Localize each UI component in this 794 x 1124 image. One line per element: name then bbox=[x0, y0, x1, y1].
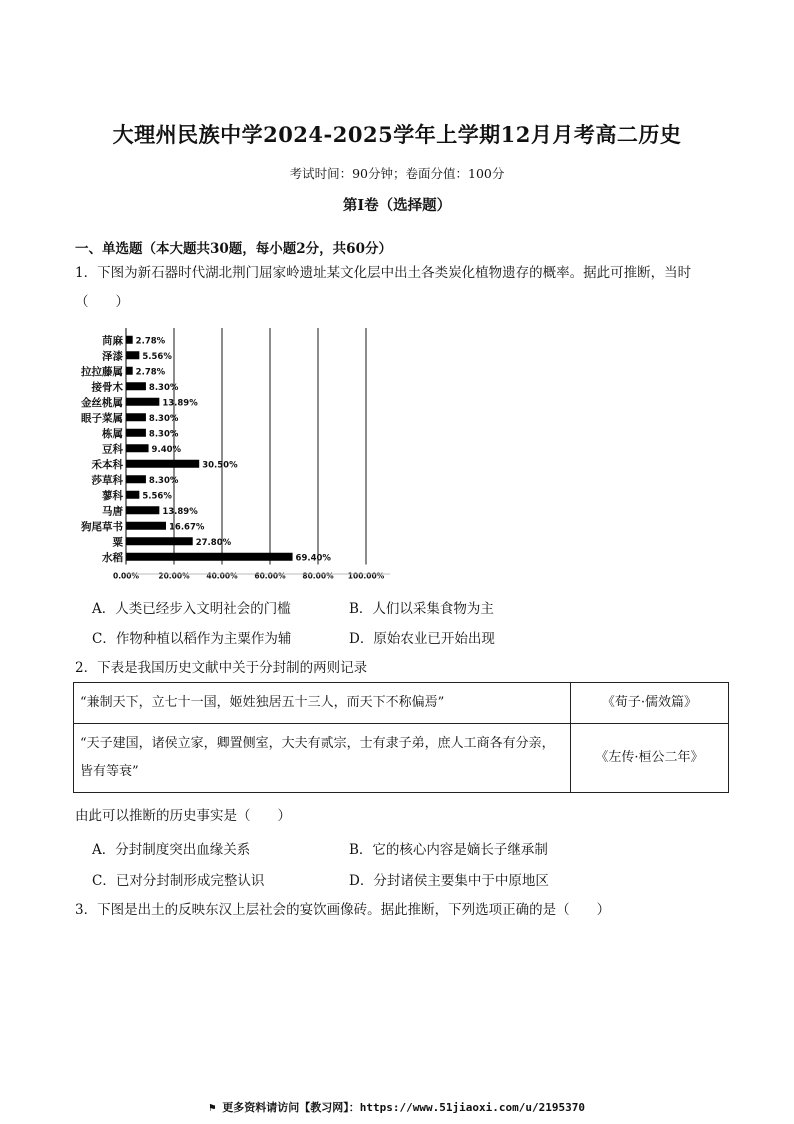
chart-bar bbox=[126, 398, 159, 406]
chart-category-label: 粟 bbox=[112, 536, 123, 549]
chart-x-tick-label: 40.00% bbox=[206, 571, 238, 581]
q2-records-table bbox=[73, 682, 729, 793]
chart-bar bbox=[126, 367, 133, 375]
chart-category-label: 金丝桃属 bbox=[81, 396, 123, 409]
record-source: 《左传·桓公二年》 bbox=[571, 724, 729, 793]
chart-bar bbox=[126, 522, 166, 530]
footer-link[interactable] bbox=[0, 1099, 794, 1115]
part-heading: 一、单选题（本大题共30题，每小题2分，共60分） bbox=[75, 241, 392, 257]
chart-bar bbox=[126, 351, 139, 359]
chart-category-label: 苘麻 bbox=[102, 334, 123, 347]
exam-subtitle: 考试时间：90分钟；卷面分值：100分 bbox=[289, 166, 505, 181]
chart-value-label: 5.56% bbox=[142, 351, 172, 362]
chart-bar bbox=[126, 491, 139, 499]
chart-category-label: 莎草科 bbox=[91, 474, 123, 487]
table-row bbox=[74, 683, 729, 724]
record-source: 《荀子·儒效篇》 bbox=[571, 683, 729, 724]
q2-stem: 2．下表是我国历史文献中关于分封制的两则记录 bbox=[75, 660, 368, 676]
chart-bar bbox=[126, 460, 199, 468]
chart-value-label: 16.67% bbox=[169, 522, 205, 533]
q2-option-b[interactable]: B．它的核心内容是嫡长子继承制 bbox=[349, 842, 548, 858]
chart-bar bbox=[126, 413, 146, 421]
chart-bar bbox=[126, 336, 133, 344]
q1-option-c[interactable]: C．作物种植以稻作为主粟作为辅 bbox=[92, 631, 292, 647]
chart-category-label: 接骨木 bbox=[91, 381, 123, 394]
q1-option-d[interactable]: D．原始农业已开始出现 bbox=[349, 631, 495, 647]
q1-paren: （ ） bbox=[75, 294, 129, 310]
section-heading: 第I卷（选择题） bbox=[342, 197, 452, 214]
chart-category-label: 豆科 bbox=[102, 443, 123, 456]
chart-value-label: 13.89% bbox=[162, 398, 198, 409]
chart-x-tick-label: 20.00% bbox=[158, 571, 190, 581]
q2-option-a[interactable]: A．分封制度突出血缘关系 bbox=[92, 842, 251, 858]
chart-category-label: 水稻 bbox=[102, 551, 123, 564]
chart-value-label: 9.40% bbox=[151, 444, 182, 455]
q2-prompt: 由此可以推断的历史事实是（ ） bbox=[75, 808, 291, 824]
chart-bar bbox=[126, 444, 149, 452]
chart-bar bbox=[126, 553, 293, 561]
chart-bar bbox=[126, 382, 146, 390]
flag-icon: ⚑ bbox=[209, 1101, 216, 1114]
chart-value-label: 2.78% bbox=[135, 367, 166, 378]
chart-value-label: 27.80% bbox=[195, 537, 232, 548]
chart-value-label: 2.78% bbox=[135, 336, 166, 347]
q3-stem: 3．下图是出土的反映东汉上层社会的宴饮画像砖。据此推断，下列选项正确的是（ ） bbox=[75, 902, 611, 918]
chart-bar bbox=[126, 506, 159, 514]
chart-category-label: 禾本科 bbox=[91, 458, 123, 471]
q1-bar-chart bbox=[70, 324, 400, 584]
chart-value-label: 69.40% bbox=[295, 553, 331, 564]
chart-category-label: 栋属 bbox=[102, 427, 123, 440]
chart-category-label: 泽漆 bbox=[102, 350, 123, 363]
chart-category-label: 眼子菜属 bbox=[81, 412, 123, 425]
chart-bar bbox=[126, 429, 146, 437]
q1-stem: 1．下图为新石器时代湖北荆门屈家岭遗址某文化层中出土各类炭化植物遗存的概率。据此可推断，当时 bbox=[75, 265, 692, 281]
chart-category-label: 拉拉藤属 bbox=[81, 365, 123, 378]
chart-bar bbox=[126, 475, 146, 483]
record-text: “天子建国，诸侯立家，卿置侧室，大夫有贰宗，士有隶子弟，庶人工商各有分亲，皆有等衰” bbox=[74, 724, 571, 793]
q2-option-c[interactable]: C．已对分封制形成完整认识 bbox=[92, 873, 265, 889]
table-row bbox=[74, 724, 729, 793]
chart-value-label: 8.30% bbox=[148, 475, 179, 486]
chart-bar bbox=[126, 537, 193, 545]
chart-category-labels bbox=[80, 334, 124, 564]
chart-category-label: 蓼科 bbox=[102, 489, 123, 502]
chart-x-tick-label: 60.00% bbox=[254, 571, 286, 581]
chart-value-label: 8.30% bbox=[148, 413, 179, 424]
chart-x-tick-label: 100.00% bbox=[347, 571, 385, 581]
chart-value-label: 8.30% bbox=[148, 382, 179, 393]
footer-text: 更多资料请访问【教习网】：https://www.51jiaoxi.com/u/2195370 bbox=[222, 1101, 585, 1114]
chart-category-label: 马唐 bbox=[102, 505, 123, 518]
chart-x-tick-labels bbox=[113, 572, 385, 581]
q2-option-d[interactable]: D．分封诸侯主要集中于中原地区 bbox=[349, 873, 549, 889]
chart-value-label: 5.56% bbox=[142, 491, 172, 502]
chart-category-label: 狗尾草书 bbox=[81, 520, 123, 533]
chart-x-tick-label: 80.00% bbox=[302, 571, 334, 581]
chart-x-tick-label: 0.00% bbox=[112, 571, 140, 581]
chart-value-label: 13.89% bbox=[162, 506, 198, 517]
q1-option-a[interactable]: A．人类已经步入文明社会的门槛 bbox=[92, 601, 291, 617]
chart-value-label: 8.30% bbox=[148, 429, 179, 440]
chart-value-label: 30.50% bbox=[202, 460, 238, 471]
record-text: “兼制天下，立七十一国，姬姓独居五十三人，而天下不称偏焉” bbox=[74, 683, 571, 724]
q1-option-b[interactable]: B．人们以采集食物为主 bbox=[349, 601, 494, 617]
exam-title: 大理州民族中学2024-2025学年上学期12月月考高二历史 bbox=[112, 122, 682, 147]
